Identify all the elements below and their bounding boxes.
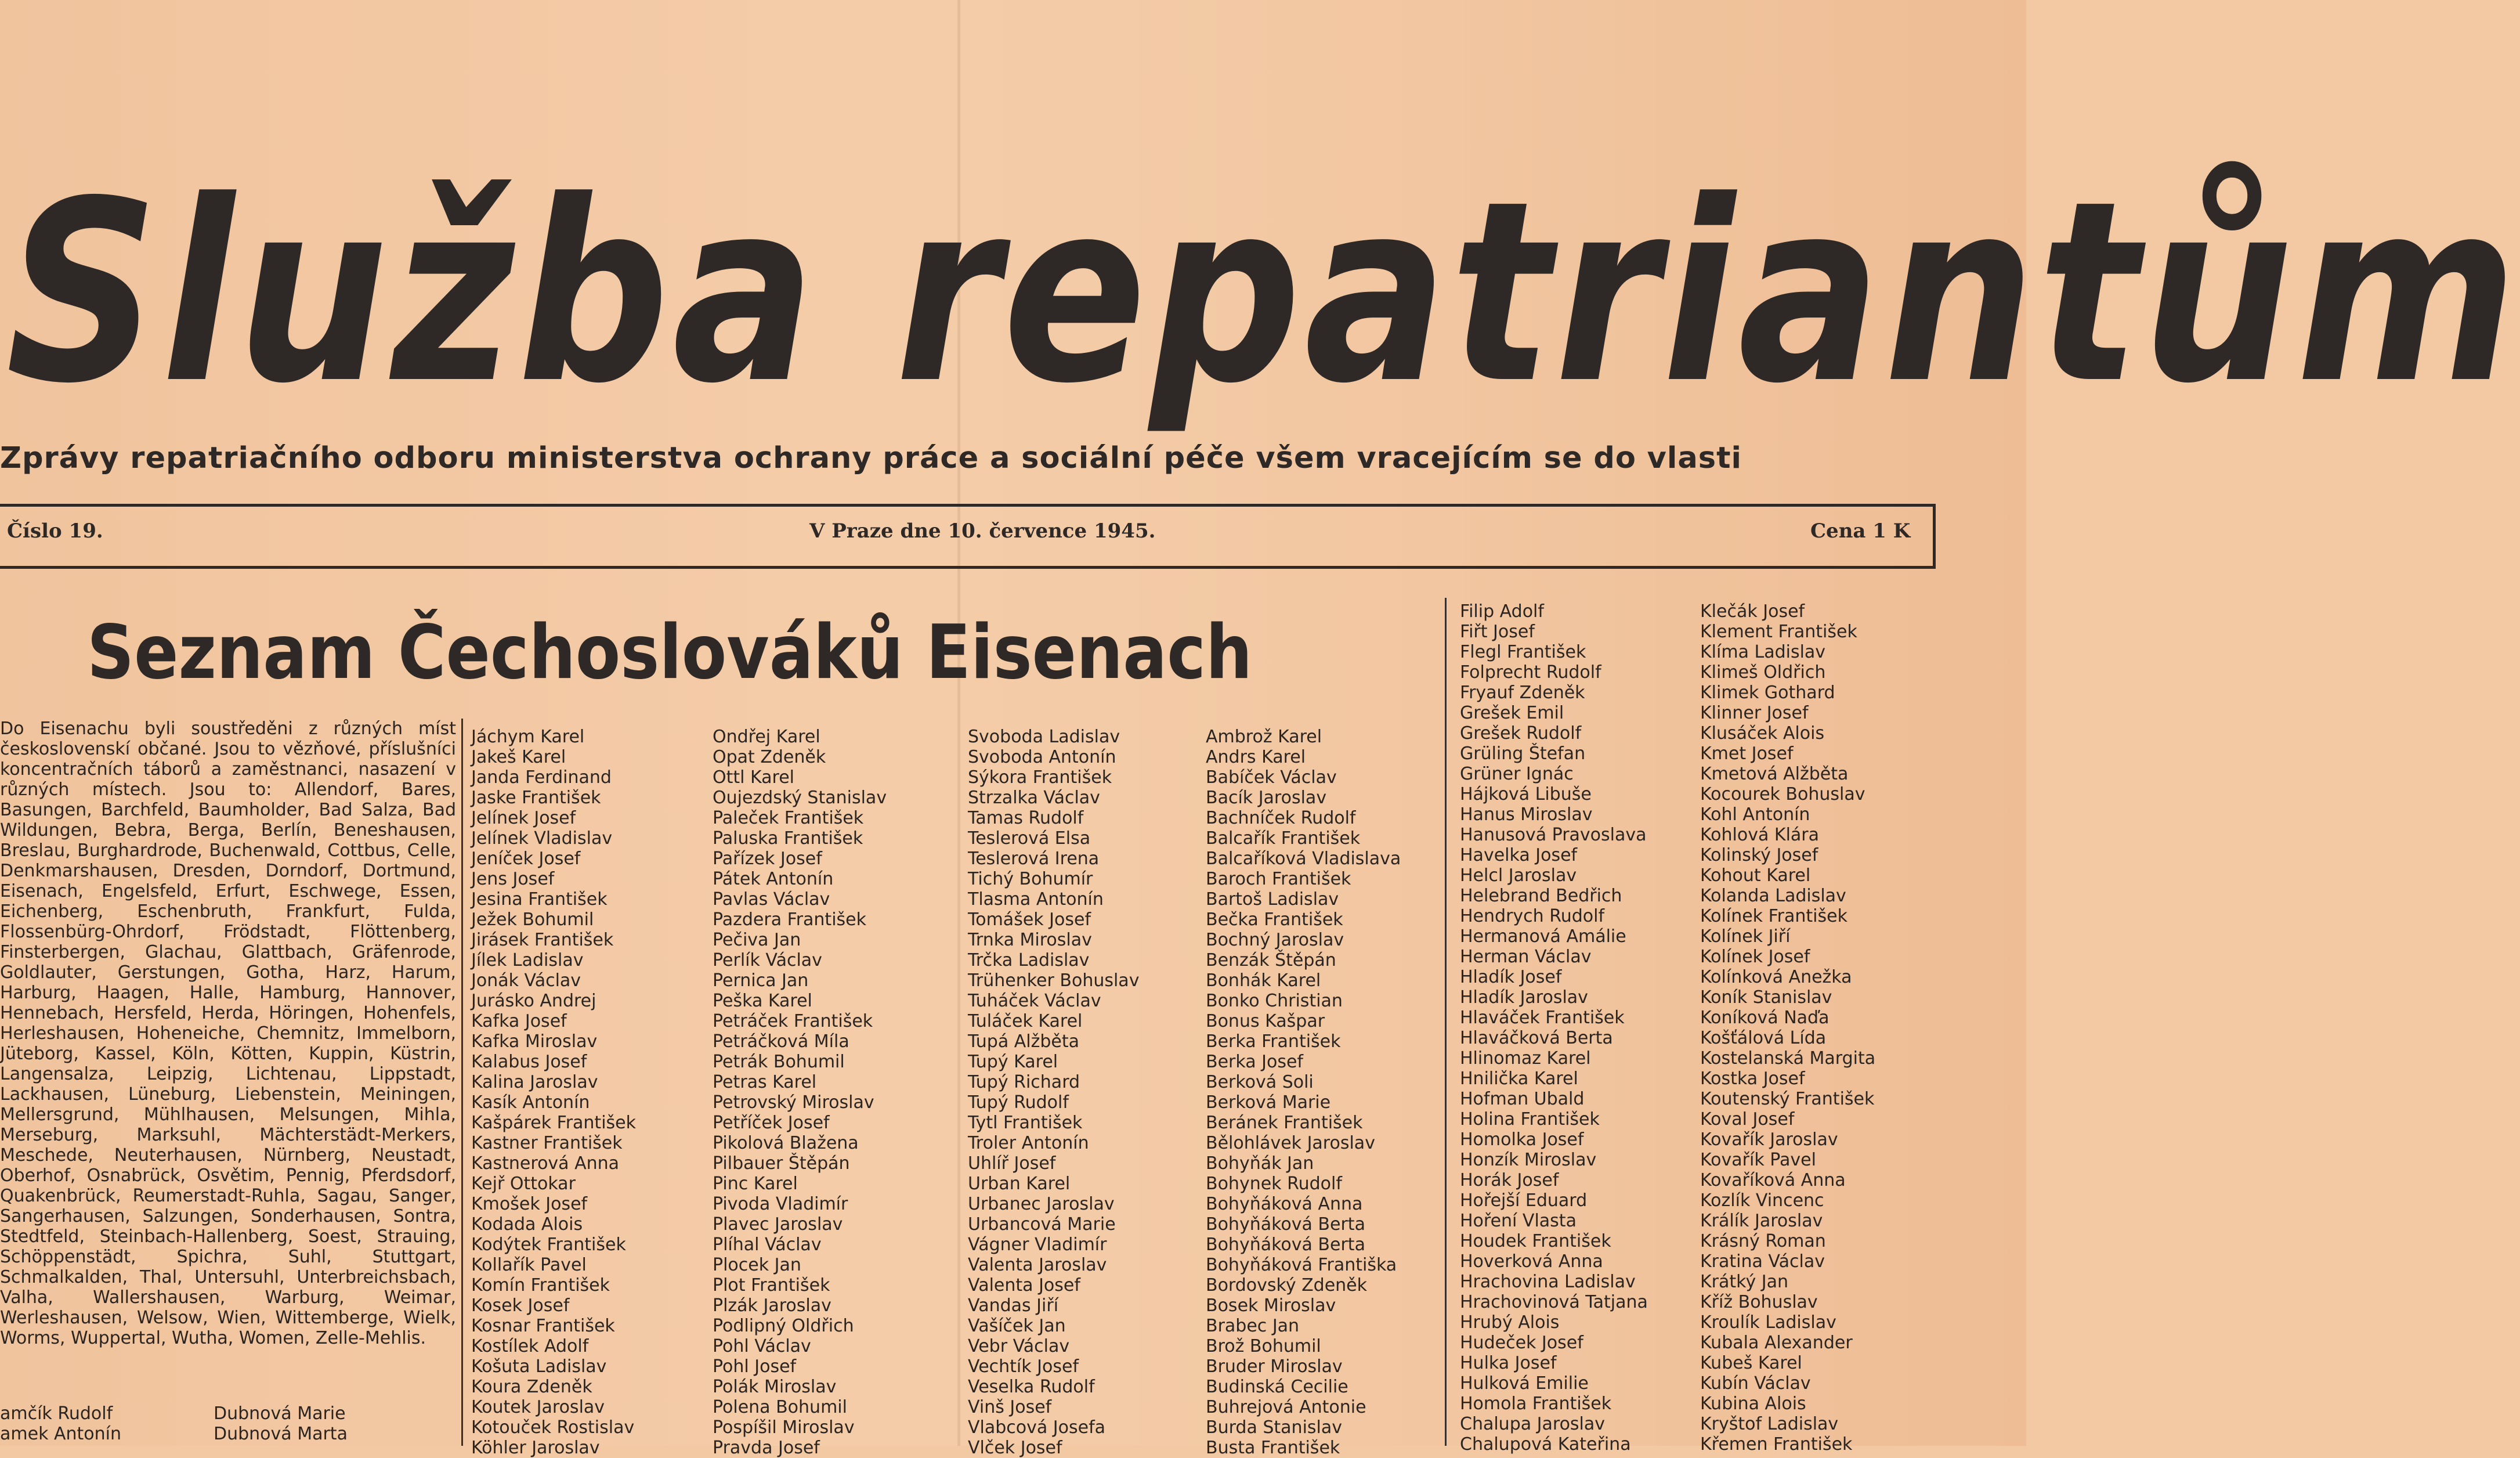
- name-entry: Paluska František: [713, 828, 863, 849]
- name-entry: Dubnová Marie: [214, 1403, 346, 1424]
- name-entry: Kovařík Jaroslav: [1700, 1129, 1838, 1150]
- name-entry: Trnka Miroslav: [968, 930, 1092, 950]
- name-entry: Košťálová Lída: [1700, 1028, 1827, 1048]
- name-entry: Bohynek Rudolf: [1206, 1174, 1342, 1194]
- name-entry: Hudeček Josef: [1460, 1333, 1583, 1353]
- name-entry: Vebr Václav: [968, 1336, 1070, 1356]
- masthead-title: Služba repatriantům: [6, 148, 2520, 438]
- name-entry: Hladík Jaroslav: [1460, 987, 1588, 1008]
- name-column-3: [968, 727, 1139, 1458]
- name-entry: Pinc Karel: [713, 1174, 798, 1194]
- name-entry: Tupý Richard: [968, 1072, 1080, 1092]
- article-intro: Do Eisenachu byli soustředěni z různých míst československí občané. Jsou to vězňové, příslušníci koncentračních táborů a zaměstnanci, nasazení v různých místech. Jsou to: Allendorf, Bares, Basungen, Barchfeld, Baumholder, Bad Salza, Bad Wildungen, Bebra, Berga, Berlín, Beneshausen, Breslau, Burghardrode, Buchenwald, Cottbus, Celle, Denkmarshausen, Dresden, Dorndorf, Dortmund, Eisenach, Engelsfeld, Erfurt, Eschwege, Essen, Eichenberg, Eschenbruth, Frankfurt, Fulda, Flossenbürg-Ohrdorf, Frödstadt, Flöttenberg, Finsterbergen, Glachau, Glattbach, Gräfenrode, Goldlauter, Gerstungen, Gotha, Harz, Harum, Harburg, Haagen, Halle, Hamburg, Hannover, Hennebach, Hersfeld, Herda, Höringen, Hohenfels, Herleshausen, Hoheneiche, Chemnitz, Immelborn, Jüteborg, Kassel, Köln, Kötten, Kuppin, Küstrin, Langensalza, Leipzig, Lichtenau, Lippstadt, Lackhausen, Lüneburg, Liebenstein, Meiningen, Mellersgrund, Mühlhausen, Melsungen, Mihla, Merseburg, Marksuhl, Mächterstädt-Merkers, Meschede, Neuterhausen, Nürnberg, Neustadt, Oberhof, Osnabrück, Osvětim, Pennig, Pferdsdorf, Quakenbrück, Reumerstadt-Ruhla, Sagau, Sanger, Sangerhausen, Salzungen, Sonderhausen, Sontra, Stedtfeld, Steinbach-Hallenberg, Soest, Strauing, Schöppenstädt, Spichra, Suhl, Stuttgart, Schmalkalden, Thal, Untersuhl, Unterbreichsbach, Valha, Wallershausen, Warburg, Weimar, Werleshausen, Welsow, Wien, Wittemberge, Wielk, Worms, Wuppertal, Wutha, Women, Zelle-Mehlis.: [0, 719, 456, 1348]
- name-entry: Vlabcová Josefa: [968, 1417, 1106, 1438]
- name-entry: Jáchym Karel: [471, 727, 585, 747]
- name-entry: Janda Ferdinand: [471, 767, 612, 788]
- name-entry: Kolínek František: [1700, 906, 1847, 926]
- name-entry: Jonák Václav: [471, 970, 581, 991]
- name-entry: Hoření Vlasta: [1460, 1211, 1577, 1231]
- name-entry: Strzalka Václav: [968, 788, 1100, 808]
- name-entry: Vlček Josef: [968, 1438, 1062, 1458]
- name-entry: Brabec Jan: [1206, 1316, 1300, 1336]
- name-entry: Sýkora František: [968, 767, 1112, 788]
- name-entry: Kratina Václav: [1700, 1251, 1825, 1272]
- name-entry: Polák Miroslav: [713, 1377, 837, 1397]
- name-entry: Chalupa Jaroslav: [1460, 1414, 1606, 1434]
- name-entry: Kasík Antonín: [471, 1092, 590, 1113]
- name-entry: Hlaváček František: [1460, 1008, 1625, 1028]
- name-entry: Kosnar František: [471, 1316, 615, 1336]
- name-entry: Plot František: [713, 1275, 830, 1295]
- name-entry: Herman Václav: [1460, 947, 1592, 967]
- name-entry: Tupá Alžběta: [968, 1031, 1079, 1052]
- name-entry: Kmetová Alžběta: [1700, 764, 1849, 784]
- name-entry: Ondřej Karel: [713, 727, 820, 747]
- name-entry: Koura Zdeněk: [471, 1377, 592, 1397]
- name-column-2: [713, 727, 887, 1458]
- name-entry: Pátek Antonín: [713, 869, 834, 889]
- name-entry: Baroch František: [1206, 869, 1351, 889]
- name-entry: Pilbauer Štěpán: [713, 1153, 850, 1174]
- name-entry: Peška Karel: [713, 991, 812, 1011]
- dateline-bar: [0, 504, 1936, 569]
- name-entry: Bohyňáková Františka: [1206, 1255, 1397, 1275]
- name-entry: Kubina Alois: [1700, 1394, 1806, 1414]
- name-entry: Kubín Václav: [1700, 1373, 1811, 1394]
- name-entry: Hořejší Eduard: [1460, 1190, 1588, 1211]
- name-entry: Babíček Václav: [1206, 767, 1337, 788]
- name-entry: Bachníček Rudolf: [1206, 808, 1356, 828]
- name-entry: Veselka Rudolf: [968, 1377, 1095, 1397]
- name-entry: Helcl Jaroslav: [1460, 865, 1577, 886]
- name-entry: Vinš Josef: [968, 1397, 1052, 1417]
- name-entry: Jirásek František: [471, 930, 614, 950]
- name-entry: Jílek Ladislav: [471, 950, 584, 970]
- name-entry: Perlík Václav: [713, 950, 822, 970]
- name-entry: Hlinomaz Karel: [1460, 1048, 1591, 1069]
- name-entry: Petras Karel: [713, 1072, 817, 1092]
- name-entry: Kotouček Rostislav: [471, 1417, 635, 1438]
- name-entry: Krátký Jan: [1700, 1272, 1788, 1292]
- name-entry: Kastnerová Anna: [471, 1153, 620, 1174]
- name-entry: Beránek František: [1206, 1113, 1363, 1133]
- name-entry: Bacík Jaroslav: [1206, 788, 1327, 808]
- name-entry: Paleček František: [713, 808, 864, 828]
- name-column-1: [471, 727, 636, 1458]
- name-entry: Kafka Miroslav: [471, 1031, 598, 1052]
- name-entry: Jens Josef: [471, 869, 555, 889]
- name-entry: Tomášek Josef: [968, 910, 1091, 930]
- name-entry: Pohl Josef: [713, 1356, 797, 1377]
- name-entry: Kolínek Jiří: [1700, 926, 1791, 947]
- name-entry: Grüling Štefan: [1460, 744, 1586, 764]
- name-entry: Hofman Ubald: [1460, 1089, 1585, 1109]
- issue-price: Cena 1 K: [1810, 519, 1911, 543]
- name-entry: Pospíšil Miroslav: [713, 1417, 855, 1438]
- name-entry: Bonhák Karel: [1206, 970, 1321, 991]
- name-entry: Klimek Gothard: [1700, 683, 1835, 703]
- name-column-4: [1206, 727, 1401, 1458]
- name-entry: Budinská Cecilie: [1206, 1377, 1348, 1397]
- name-entry: Tamas Rudolf: [968, 808, 1084, 828]
- name-entry: Fryauf Zdeněk: [1460, 683, 1585, 703]
- name-entry: Berková Soli: [1206, 1072, 1314, 1092]
- name-entry: Balcaříková Vladislava: [1206, 849, 1401, 869]
- name-entry: Tichý Bohumír: [968, 869, 1093, 889]
- name-entry: Chalupová Kateřina: [1460, 1434, 1631, 1455]
- name-entry: Grešek Rudolf: [1460, 723, 1582, 744]
- name-entry: Hladík Josef: [1460, 967, 1562, 987]
- name-entry: Plíhal Václav: [713, 1235, 822, 1255]
- name-entry: Flegl František: [1460, 642, 1586, 662]
- name-entry: Kryštof Ladislav: [1700, 1414, 1839, 1434]
- name-entry: Ježek Bohumil: [471, 910, 594, 930]
- name-entry: Petříček Josef: [713, 1113, 830, 1133]
- name-entry: Busta František: [1206, 1438, 1340, 1458]
- name-entry: Krásný Roman: [1700, 1231, 1826, 1251]
- name-entry: Vágner Vladimír: [968, 1235, 1107, 1255]
- name-entry: Tlasma Antonín: [968, 889, 1104, 910]
- name-entry: Bartoš Ladislav: [1206, 889, 1339, 910]
- name-entry: Holina František: [1460, 1109, 1600, 1129]
- name-entry: Kodada Alois: [471, 1214, 583, 1235]
- name-entry: Uhlíř Josef: [968, 1153, 1056, 1174]
- name-entry: Koník Stanislav: [1700, 987, 1832, 1008]
- name-entry: Kastner František: [471, 1133, 623, 1153]
- name-entry: Koutek Jaroslav: [471, 1397, 605, 1417]
- name-entry: Jesina František: [471, 889, 608, 910]
- name-entry: Kroulík Ladislav: [1700, 1312, 1836, 1333]
- name-entry: Koval Josef: [1700, 1109, 1795, 1129]
- name-entry: Kolanda Ladislav: [1700, 886, 1846, 906]
- name-entry: Klečák Josef: [1700, 601, 1805, 622]
- name-entry: Tuháček Václav: [968, 991, 1101, 1011]
- name-entry: Hoverková Anna: [1460, 1251, 1603, 1272]
- name-entry: Vechtík Josef: [968, 1356, 1079, 1377]
- name-entry: Kodýtek František: [471, 1235, 626, 1255]
- name-entry: Bosek Miroslav: [1206, 1295, 1336, 1316]
- name-entry: Svoboda Antonín: [968, 747, 1116, 767]
- name-entry: Tupý Rudolf: [968, 1092, 1069, 1113]
- name-entry: Kmošek Josef: [471, 1194, 588, 1214]
- name-entry: Kohlová Klára: [1700, 825, 1820, 845]
- name-entry: Hanusová Pravoslava: [1460, 825, 1647, 845]
- name-entry: Hendrych Rudolf: [1460, 906, 1605, 926]
- name-entry: Plavec Jaroslav: [713, 1214, 843, 1235]
- name-column-6: [1700, 601, 1875, 1455]
- name-entry: Pohl Václav: [713, 1336, 811, 1356]
- name-entry: Hermanová Amálie: [1460, 926, 1626, 947]
- name-entry: Burda Stanislav: [1206, 1417, 1343, 1438]
- name-entry: Havelka Josef: [1460, 845, 1578, 865]
- name-entry: Kejř Ottokar: [471, 1174, 576, 1194]
- name-entry: Berka František: [1206, 1031, 1341, 1052]
- name-entry: Bruder Miroslav: [1206, 1356, 1343, 1377]
- name-entry: Horák Josef: [1460, 1170, 1559, 1190]
- name-entry: Komín František: [471, 1275, 610, 1295]
- name-entry: Petráček František: [713, 1011, 873, 1031]
- name-entry: amčík Rudolf: [0, 1403, 113, 1424]
- name-entry: Koníková Naďa: [1700, 1008, 1830, 1028]
- name-entry: Kollařík Pavel: [471, 1255, 587, 1275]
- name-entry: Pečiva Jan: [713, 930, 801, 950]
- name-entry: Tupý Karel: [968, 1052, 1058, 1072]
- name-entry: Kalabus Josef: [471, 1052, 587, 1072]
- name-entry: Kašpárek František: [471, 1113, 636, 1133]
- name-entry: Klement František: [1700, 622, 1857, 642]
- name-entry: Klinner Josef: [1700, 703, 1809, 723]
- name-entry: Petrovský Miroslav: [713, 1092, 874, 1113]
- name-entry: Valenta Josef: [968, 1275, 1080, 1295]
- name-entry: Bečka František: [1206, 910, 1343, 930]
- name-entry: Bohyňáková Berta: [1206, 1235, 1365, 1255]
- name-entry: Jelínek Vladislav: [471, 828, 613, 849]
- name-entry: Pařízek Josef: [713, 849, 822, 869]
- name-entry: Berková Marie: [1206, 1092, 1331, 1113]
- name-entry: Bohyňák Jan: [1206, 1153, 1314, 1174]
- name-entry: Bohyňáková Berta: [1206, 1214, 1365, 1235]
- name-entry: Berka Josef: [1206, 1052, 1303, 1072]
- name-entry: Křemen František: [1700, 1434, 1853, 1455]
- name-entry: Plocek Jan: [713, 1255, 801, 1275]
- name-entry: Ambrož Karel: [1206, 727, 1322, 747]
- article-title: Seznam Čechoslováků Eisenach: [87, 609, 1253, 696]
- name-entry: Hrubý Alois: [1460, 1312, 1560, 1333]
- name-entry: Vašíček Jan: [968, 1316, 1066, 1336]
- issue-number: Číslo 19.: [7, 519, 103, 543]
- name-entry: Trühenker Bohuslav: [968, 970, 1140, 991]
- name-entry: Teslerová Elsa: [968, 828, 1091, 849]
- name-entry: Košuta Ladislav: [471, 1356, 607, 1377]
- name-entry: Urbanec Jaroslav: [968, 1194, 1115, 1214]
- name-entry: Klimeš Oldřich: [1700, 662, 1826, 683]
- name-entry: Kolínková Anežka: [1700, 967, 1852, 987]
- name-entry: Hájková Libuše: [1460, 784, 1592, 804]
- name-entry: Pivoda Vladimír: [713, 1194, 848, 1214]
- name-entry: Valenta Jaroslav: [968, 1255, 1107, 1275]
- name-entry: Kostka Josef: [1700, 1069, 1805, 1089]
- name-entry: Koutenský František: [1700, 1089, 1875, 1109]
- name-entry: Hanus Miroslav: [1460, 804, 1593, 825]
- name-entry: Filip Adolf: [1460, 601, 1544, 622]
- name-entry: Podlipný Oldřich: [713, 1316, 854, 1336]
- name-entry: Králík Jaroslav: [1700, 1211, 1823, 1231]
- name-entry: Petráčková Míla: [713, 1031, 849, 1052]
- name-entry: Hulka Josef: [1460, 1353, 1557, 1373]
- name-entry: Klusáček Alois: [1700, 723, 1825, 744]
- name-entry: Pravda Josef: [713, 1438, 820, 1458]
- name-entry: Kohout Karel: [1700, 865, 1811, 886]
- name-entry: Buhrejová Antonie: [1206, 1397, 1366, 1417]
- name-entry: Kolínek Josef: [1700, 947, 1810, 967]
- name-entry: Kubala Alexander: [1700, 1333, 1853, 1353]
- name-entry: Teslerová Irena: [968, 849, 1100, 869]
- name-entry: Trčka Ladislav: [968, 950, 1090, 970]
- name-entry: Homolka Josef: [1460, 1129, 1584, 1150]
- name-entry: Jurásko Andrej: [471, 991, 596, 1011]
- name-entry: Pikolová Blažena: [713, 1133, 859, 1153]
- name-entry: Hlaváčková Berta: [1460, 1028, 1613, 1048]
- name-entry: Opat Zdeněk: [713, 747, 826, 767]
- name-entry: Hrachovinová Tatjana: [1460, 1292, 1648, 1312]
- name-entry: Svoboda Ladislav: [968, 727, 1120, 747]
- name-entry: Kohl Antonín: [1700, 804, 1810, 825]
- name-entry: Honzík Miroslav: [1460, 1150, 1597, 1170]
- name-entry: Kosek Josef: [471, 1295, 570, 1316]
- name-entry: Brož Bohumil: [1206, 1336, 1321, 1356]
- name-entry: Jelínek Josef: [471, 808, 576, 828]
- name-entry: Bohyňáková Anna: [1206, 1194, 1363, 1214]
- name-entry: Klíma Ladislav: [1700, 642, 1826, 662]
- name-entry: Bonus Kašpar: [1206, 1011, 1325, 1031]
- name-entry: Bochný Jaroslav: [1206, 930, 1344, 950]
- name-entry: Kříž Bohuslav: [1700, 1292, 1818, 1312]
- name-entry: Benzák Štěpán: [1206, 950, 1336, 970]
- name-entry: Petrák Bohumil: [713, 1052, 845, 1072]
- name-entry: Polena Bohumil: [713, 1397, 847, 1417]
- issue-date: V Praze dne 10. července 1945.: [809, 519, 1156, 543]
- name-entry: Urban Karel: [968, 1174, 1071, 1194]
- name-entry: Urbancová Marie: [968, 1214, 1116, 1235]
- name-entry: Bonko Christian: [1206, 991, 1343, 1011]
- name-entry: Bělohlávek Jaroslav: [1206, 1133, 1375, 1153]
- name-entry: Pernica Jan: [713, 970, 809, 991]
- name-entry: Kafka Josef: [471, 1011, 567, 1031]
- name-entry: Balcařík František: [1206, 828, 1361, 849]
- name-entry: Grüner Ignác: [1460, 764, 1574, 784]
- name-entry: Kozlík Vincenc: [1700, 1190, 1824, 1211]
- name-entry: Kovaříková Anna: [1700, 1170, 1846, 1190]
- name-entry: Troler Antonín: [968, 1133, 1089, 1153]
- name-entry: Pazdera František: [713, 910, 866, 930]
- name-entry: Kolinský Josef: [1700, 845, 1818, 865]
- name-entry: Kmet Josef: [1700, 744, 1794, 764]
- name-entry: Ottl Karel: [713, 767, 795, 788]
- name-entry: Köhler Jaroslav: [471, 1438, 600, 1458]
- intro-names-col-2: [214, 1403, 348, 1444]
- name-entry: Oujezdský Stanislav: [713, 788, 887, 808]
- name-entry: amek Antonín: [0, 1424, 121, 1444]
- name-entry: Tytl František: [968, 1113, 1083, 1133]
- name-entry: Kostelanská Margita: [1700, 1048, 1876, 1069]
- name-entry: Hrachovina Ladislav: [1460, 1272, 1636, 1292]
- name-entry: Andrs Karel: [1206, 747, 1306, 767]
- name-entry: Folprecht Rudolf: [1460, 662, 1601, 683]
- name-entry: Kovařík Pavel: [1700, 1150, 1816, 1170]
- name-entry: Kostílek Adolf: [471, 1336, 589, 1356]
- intro-names-col-1: [0, 1403, 121, 1444]
- name-entry: Hnilička Karel: [1460, 1069, 1578, 1089]
- name-entry: Bordovský Zdeněk: [1206, 1275, 1368, 1295]
- name-column-5: [1460, 601, 1648, 1455]
- name-entry: Plzák Jaroslav: [713, 1295, 831, 1316]
- name-entry: Hulková Emilie: [1460, 1373, 1589, 1394]
- name-entry: Tuláček Karel: [968, 1011, 1083, 1031]
- masthead-subtitle: Zprávy repatriačního odboru ministerstva ochrany práce a sociální péče všem vracejícím se do vlasti: [0, 441, 1742, 475]
- name-entry: Jakeš Karel: [471, 747, 566, 767]
- name-entry: Kubeš Karel: [1700, 1353, 1802, 1373]
- name-entry: Jaske František: [471, 788, 601, 808]
- column-rule: [1445, 598, 1447, 1446]
- name-entry: Kocourek Bohuslav: [1700, 784, 1865, 804]
- name-entry: Helebrand Bedřich: [1460, 886, 1622, 906]
- name-entry: Dubnová Marta: [214, 1424, 348, 1444]
- name-entry: Houdek František: [1460, 1231, 1611, 1251]
- name-entry: Pavlas Václav: [713, 889, 830, 910]
- name-entry: Fiřt Josef: [1460, 622, 1535, 642]
- column-rule: [461, 719, 463, 1446]
- name-entry: Homola František: [1460, 1394, 1612, 1414]
- name-entry: Grešek Emil: [1460, 703, 1564, 723]
- name-entry: Jeníček Josef: [471, 849, 581, 869]
- name-entry: Kalina Jaroslav: [471, 1072, 598, 1092]
- name-entry: Vandas Jiří: [968, 1295, 1059, 1316]
